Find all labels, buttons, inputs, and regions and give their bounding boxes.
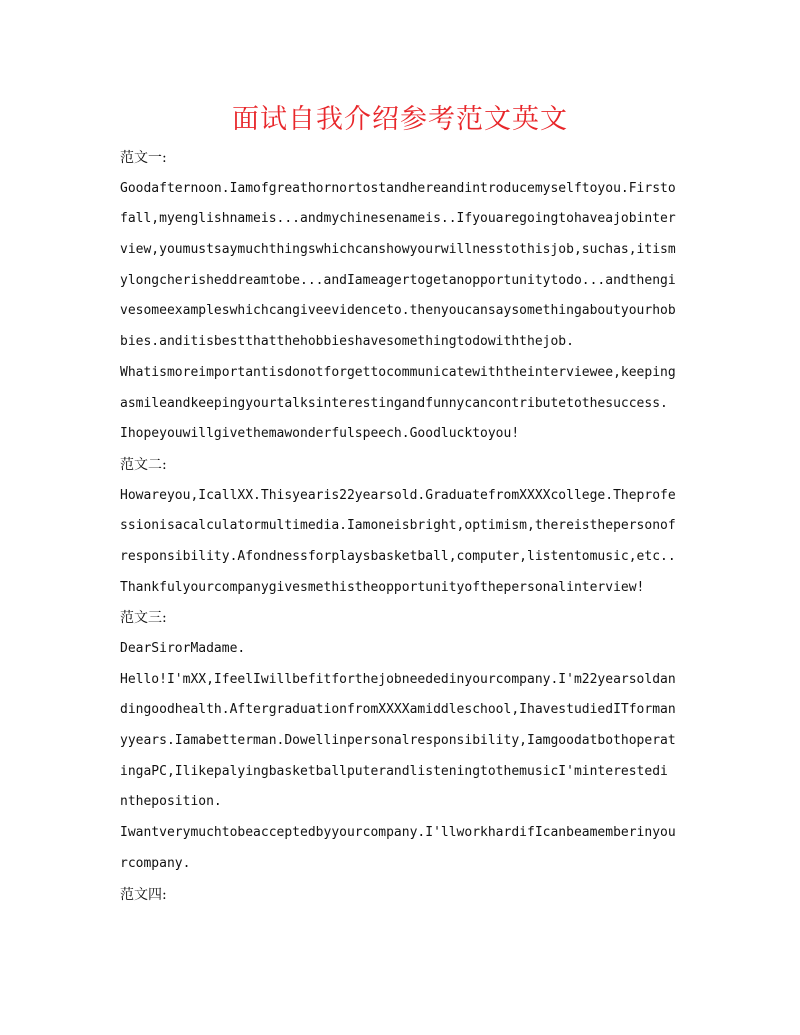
paragraph-line: ylongcherisheddreamtobe...andIameagertogetanopportunitytodo...andthengi xyxy=(120,272,676,288)
paragraph-line: Goodafternoon.Iamofgreathornortostandhereandintroducemyselftoyou.Firsto xyxy=(120,180,676,196)
paragraph-line: DearSirorMadame. xyxy=(120,641,246,656)
paragraph-line: Iwantverymuchtobeacceptedbyyourcompany.I'llworkhardifIcanbeamemberinyou xyxy=(120,825,676,841)
paragraph-line: yyears.Iamabetterman.Dowellinpersonalresponsibility,Iamgoodatbothoperat xyxy=(120,733,676,749)
paragraph-line: fall,myenglishnameis...andmychinesenameis..Ifyouaregoingtohaveajobinter xyxy=(120,211,676,227)
document-body xyxy=(120,143,680,910)
section-heading: 范文四: xyxy=(120,886,167,903)
paragraph-line: bies.anditisbestthatthehobbieshavesomethingtodowiththejob. xyxy=(120,334,574,350)
paragraph-line: ssionisacalculatormultimedia.Iamoneisbright,optimism,thereisthepersonof xyxy=(120,518,676,534)
paragraph-line: Whatismoreimportantisdonotforgettocommunicatewiththeinterviewee,keeping xyxy=(120,364,676,380)
section-heading: 范文二: xyxy=(120,456,167,473)
paragraph-line: ingaPC,IlikepalyingbasketballputerandlisteningtothemusicI'minterestedi xyxy=(120,763,668,779)
paragraph-line: Thankfulyourcompanygivesmethistheopportunityofthepersonalinterview! xyxy=(120,579,645,595)
paragraph-line: vesomeexampleswhichcangiveevidenceto.thenyoucansaysomethingaboutyourhob xyxy=(120,303,676,319)
section-heading: 范文三: xyxy=(120,610,167,627)
document-title: 面试自我介绍参考范文英文 xyxy=(232,104,568,135)
paragraph-line: Hello!I'mXX,IfeelIwillbefitforthejobneededinyourcompany.I'm22yearsoldan xyxy=(120,671,676,687)
paragraph-line: asmileandkeepingyourtalksinterestingandfunnycancontributetothesuccess. xyxy=(120,395,668,411)
paragraph-line: Ihopeyouwillgivethemawonderfulspeech.Goodlucktoyou! xyxy=(120,426,520,442)
paragraph-line: rcompany. xyxy=(120,855,191,871)
paragraph-line: view,youmustsaymuchthingswhichcanshowyourwillnesstothisjob,suchas,itism xyxy=(120,242,676,258)
paragraph-line: ntheposition. xyxy=(120,794,222,810)
paragraph-line: dingoodhealth.AftergraduationfromXXXXamiddleschool,IhavestudiedITforman xyxy=(120,702,676,718)
paragraph-line: responsibility.Afondnessforplaysbasketball,computer,listentomusic,etc.. xyxy=(120,548,676,564)
section-heading: 范文一: xyxy=(120,150,167,166)
paragraph-line: Howareyou,IcallXX.Thisyearis22yearsold.GraduatefromXXXXcollege.Theprofe xyxy=(120,487,676,503)
